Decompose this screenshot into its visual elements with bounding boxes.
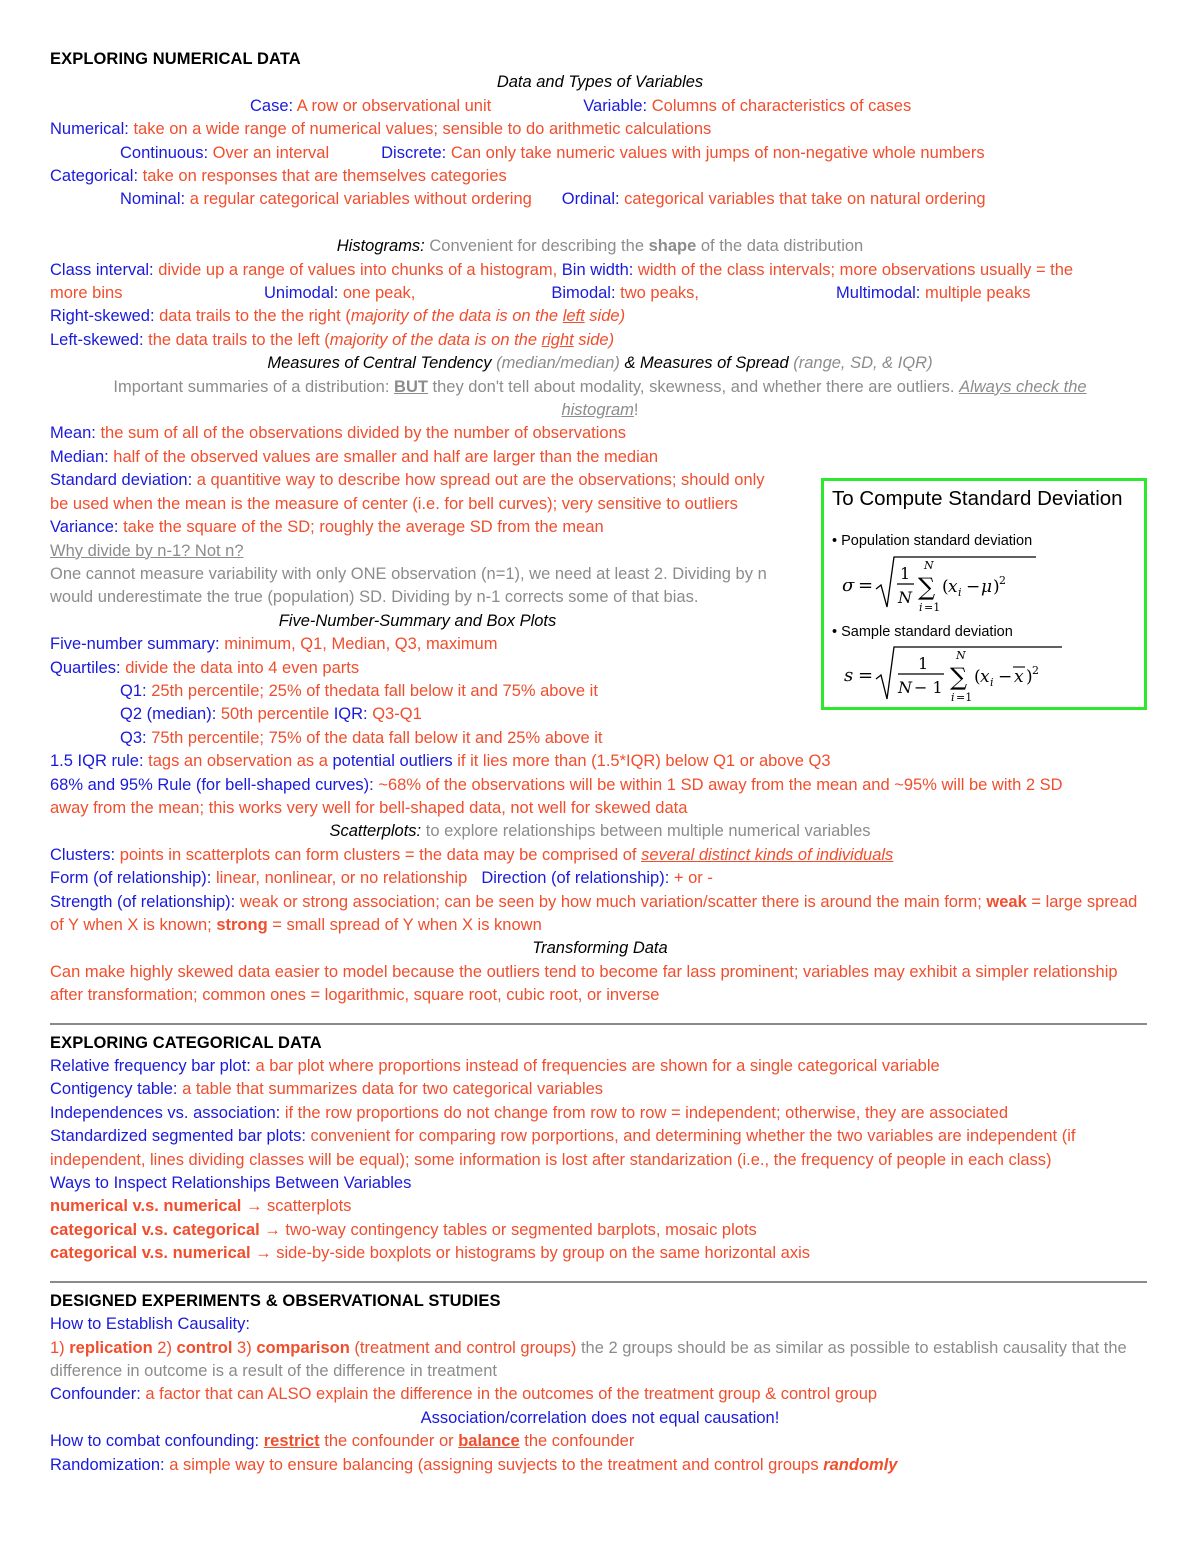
- strong: strong: [216, 916, 268, 935]
- rfbp-def: a bar plot where proportions instead of frequencies are shown for a single categorical variable: [250, 1057, 940, 1076]
- combat-end: the confounder: [519, 1432, 635, 1451]
- sd-formula-box: [821, 478, 1147, 710]
- left-skew-italic-b: side): [573, 330, 615, 349]
- left-skew-line: [50, 329, 1150, 352]
- clusters-term: Clusters:: [50, 845, 116, 864]
- spacer: [50, 212, 1150, 235]
- form-direction-line: [50, 867, 1150, 890]
- causality-heading: How to Establish Causality:: [50, 1315, 250, 1334]
- ssbp-def: convenient for comparing row porportions, and determining whether the two variables are independent (if independent, lines dividing classes will be equal); some information is lost after standarization (i.e., the frequency of people in each class): [50, 1127, 1076, 1169]
- nominal-term: Nominal:: [120, 190, 186, 209]
- strength-def: weak or strong association; can be seen by how much variation/scatter there is around the main form;: [235, 892, 987, 911]
- independence-line: [50, 1102, 1150, 1125]
- svg-text:i: i: [990, 676, 994, 689]
- histograms-shape: shape: [648, 237, 697, 256]
- svg-text:−: −: [966, 577, 981, 597]
- svg-text:x: x: [1014, 667, 1024, 687]
- right-skew-italic-a: majority of the data is on the: [350, 307, 563, 326]
- variance-def: take the square of the SD; roughly the average SD from the mean: [118, 518, 604, 537]
- mean-term: Mean:: [50, 424, 96, 443]
- class-interval-line: [50, 259, 1150, 282]
- balance: balance: [458, 1432, 520, 1451]
- restrict: restrict: [263, 1432, 320, 1451]
- randomization-line: [50, 1454, 1150, 1477]
- population-sd-label: • Population standard deviation: [832, 533, 1033, 549]
- mean-line: [50, 422, 1150, 445]
- causality-paragraph: [50, 1337, 1150, 1384]
- iqr-rule-line: [50, 750, 1150, 773]
- median-term: Median:: [50, 447, 109, 466]
- right-skew-italic-b: side): [584, 307, 626, 326]
- rule6895-def-a: ~68% of the observations will be within 1 SD away from the mean and ~95% will be with 2 SD: [373, 775, 1063, 794]
- sd-paragraph: [50, 469, 785, 539]
- categorical-line: [50, 165, 1150, 188]
- variable-term: Variable:: [583, 96, 648, 115]
- sd-term: Standard deviation:: [50, 471, 193, 490]
- nn-term: numerical v.s. numerical: [50, 1197, 242, 1216]
- document-page: [50, 48, 1150, 1477]
- svg-text:N: N: [924, 559, 934, 572]
- section-heading-categorical: EXPLORING CATEGORICAL DATA: [50, 1033, 322, 1052]
- svg-text:x: x: [948, 577, 958, 597]
- why-answer: One cannot measure variability with only ONE observation (n=1), we need at least 2. Dividing by n would underestimate the true (population) SD. Dividing by n-1 corrects some of that bias.: [50, 564, 767, 607]
- clusters-line: [50, 844, 1150, 867]
- indep-def: if the row proportions do not change from row to row = independent; otherwise, they are associated: [280, 1103, 1009, 1122]
- variance-term: Variance:: [50, 518, 119, 537]
- svg-text:−: −: [998, 667, 1013, 687]
- unimodal-term: Unimodal:: [264, 284, 339, 303]
- sample-sd-label: • Sample standard deviation: [832, 624, 1013, 640]
- right-skew-left: left: [562, 307, 585, 326]
- median-def: half of the observed values are smaller and half are larger than the median: [108, 447, 659, 466]
- histograms-line: [50, 235, 1150, 258]
- median-line: [50, 446, 1150, 469]
- iqr-def: Q3-Q1: [367, 705, 422, 724]
- important-but: BUT: [394, 377, 428, 396]
- q1-term: Q1:: [120, 681, 147, 700]
- rule15-term: 1.5 IQR rule:: [50, 752, 144, 771]
- confounder-term: Confounder:: [50, 1385, 141, 1404]
- categorical-term: Categorical:: [50, 167, 139, 186]
- q2-def: 50th percentile: [216, 705, 334, 724]
- clusters-emph: several distinct kinds of individuals: [641, 845, 894, 864]
- quartiles-term: Quartiles:: [50, 658, 121, 677]
- rule15-def-b: if it lies more than (1.5*IQR) below Q1 or above Q3: [452, 752, 831, 771]
- svg-text:1: 1: [900, 564, 911, 583]
- class-interval-term: Class interval:: [50, 260, 154, 279]
- why-divide: Why divide by n-1? Not n?: [50, 541, 244, 560]
- continuous-discrete-line: [50, 142, 1150, 165]
- subheading-types: Data and Types of Variables: [496, 73, 704, 92]
- quartiles-def: divide the data into 4 even parts: [120, 658, 360, 677]
- random-def: a simple way to ensure balancing (assigning suvjects to the treatment and control groups: [164, 1455, 824, 1474]
- spread-paren: (range, SD, & IQR): [788, 354, 933, 373]
- multimodal-term: Multimodal:: [836, 284, 921, 303]
- svg-text:∑: ∑: [950, 663, 968, 691]
- direction-def: + or -: [669, 869, 713, 888]
- random-term: Randomization:: [50, 1455, 165, 1474]
- continuous-term: Continuous:: [120, 143, 209, 162]
- more-bins: more bins: [50, 284, 123, 303]
- five-def: minimum, Q1, Median, Q3, maximum: [219, 635, 498, 654]
- five-term: Five-number summary:: [50, 635, 220, 654]
- comparison: comparison: [256, 1338, 350, 1357]
- combat-line: [50, 1430, 1150, 1453]
- sample-sd-formula: [838, 641, 1068, 709]
- central-paren: (median/median): [491, 354, 625, 373]
- scatter-desc: to explore relationships between multiple numerical variables: [421, 822, 871, 841]
- svg-text:): ): [1026, 667, 1033, 687]
- ssbp-paragraph: [50, 1125, 1150, 1172]
- q2-term: Q2 (median):: [120, 705, 217, 724]
- right-skew-def: data trails to the the right (: [154, 307, 351, 326]
- cn-term: categorical v.s. numerical: [50, 1244, 251, 1263]
- iqr-term: IQR:: [333, 705, 368, 724]
- cn-def: → side-by-side boxplots or histograms by group on the same horizontal axis: [250, 1244, 810, 1263]
- svg-text:N: N: [898, 678, 912, 697]
- indep-term: Independences vs. association:: [50, 1103, 281, 1122]
- num-2: 2): [152, 1338, 177, 1357]
- svg-text:i: i: [919, 601, 923, 614]
- continuous-def: Over an interval: [208, 143, 330, 162]
- svg-text:=1: =1: [924, 601, 941, 614]
- svg-text:N: N: [956, 649, 966, 662]
- important-histogram: histogram: [561, 401, 634, 420]
- clusters-def: points in scatterplots can form clusters = the data may be comprised of: [115, 845, 642, 864]
- svg-text:σ: σ: [842, 575, 855, 596]
- q1-def: 25th percentile; 25% of thedata fall below it and 75% above it: [146, 681, 598, 700]
- nn-line: [50, 1195, 1150, 1218]
- important-end: !: [633, 401, 639, 420]
- groups-note: (treatment and control groups): [349, 1338, 577, 1357]
- association-note: Association/correlation does not equal causation!: [420, 1408, 780, 1427]
- svg-text:i: i: [958, 586, 962, 599]
- five-number-title: Five-Number-Summary and Box Plots: [278, 611, 557, 630]
- svg-text:1: 1: [918, 654, 929, 673]
- svg-text:=: =: [858, 575, 874, 596]
- scatterplots-line: [50, 820, 1150, 843]
- unimodal-def: one peak,: [338, 284, 416, 303]
- nominal-ordinal-line: [50, 188, 1150, 211]
- bimodal-term: Bimodal:: [551, 284, 616, 303]
- central-title: Measures of Central Tendency: [267, 354, 492, 373]
- categorical-def: take on responses that are themselves categories: [138, 167, 507, 186]
- rule15-def-a: tags an observation as a: [143, 752, 333, 771]
- right-skew-line: [50, 305, 1150, 328]
- histograms-desc-b: of the data distribution: [696, 237, 864, 256]
- weak: weak: [986, 892, 1027, 911]
- nominal-def: a regular categorical variables without ordering: [185, 190, 532, 209]
- svg-text:=: =: [858, 665, 874, 686]
- spread-title: & Measures of Spread: [624, 354, 789, 373]
- section-heading-numerical: EXPLORING NUMERICAL DATA: [50, 50, 301, 68]
- sd-def: a quantitive way to describe how spread out are the observations; should only be used when the mean is the measure of center (i.e. for bell curves); very sensitive to outliers: [50, 471, 765, 513]
- numerical-term: Numerical:: [50, 120, 129, 139]
- cc-line: [50, 1219, 1150, 1242]
- rule6895-term: 68% and 95% Rule (for bell-shaped curves):: [50, 775, 374, 794]
- combat-term: How to combat confounding:: [50, 1432, 260, 1451]
- variable-def: Columns of characteristics of cases: [647, 96, 912, 115]
- svg-text:μ: μ: [981, 577, 993, 597]
- svg-text:2: 2: [999, 574, 1006, 587]
- numerical-def: take on a wide range of numerical values; sensible to do arithmetic calculations: [128, 120, 712, 139]
- svg-text:2: 2: [1032, 664, 1039, 677]
- ordinal-term: Ordinal:: [561, 190, 620, 209]
- svg-text:i: i: [951, 691, 955, 704]
- strength-term: Strength (of relationship):: [50, 892, 236, 911]
- svg-text:=1: =1: [956, 691, 973, 704]
- ssbp-term: Standardized segmented bar plots:: [50, 1127, 306, 1146]
- q3-term: Q3:: [120, 728, 147, 747]
- transform-title: Transforming Data: [532, 939, 668, 958]
- num-3: 3): [232, 1338, 257, 1357]
- svg-text:N: N: [898, 588, 912, 607]
- sd-box-title: To Compute Standard Deviation: [832, 487, 1123, 510]
- scatter-title: Scatterplots:: [329, 822, 422, 841]
- svg-text:(: (: [974, 667, 981, 687]
- class-interval-def: divide up a range of values into chunks of a histogram,: [153, 260, 562, 279]
- important-always: Always check the: [959, 377, 1087, 396]
- nn-def: → scatterplots: [241, 1197, 352, 1216]
- important-a: Important summaries of a distribution:: [113, 377, 395, 396]
- ordinal-def: categorical variables that take on natural ordering: [619, 190, 986, 209]
- left-skew-def: the data trails to the left (: [143, 330, 330, 349]
- rfbp-line: [50, 1055, 1150, 1078]
- section-divider: [50, 1023, 1147, 1025]
- weak-def: = large spread of Y when X is known;: [50, 892, 1138, 935]
- right-skew-term: Right-skewed:: [50, 307, 155, 326]
- svg-text:(: (: [942, 577, 949, 597]
- bin-width-def: width of the class intervals; more observations usually = the: [633, 260, 1074, 279]
- form-def: linear, nonlinear, or no relationship: [211, 869, 468, 888]
- discrete-def: Can only take numeric values with jumps of non-negative whole numbers: [446, 143, 985, 162]
- replication: replication: [69, 1338, 153, 1357]
- bimodal-def: two peaks,: [615, 284, 700, 303]
- section-heading-experiments: DESIGNED EXPERIMENTS & OBSERVATIONAL STUDIES: [50, 1291, 501, 1310]
- rule6895-line: [50, 774, 1150, 797]
- rule15-potential: potential outliers: [332, 752, 453, 771]
- bin-width-term: Bin width:: [561, 260, 634, 279]
- contingency-line: [50, 1078, 1150, 1101]
- control: control: [176, 1338, 233, 1357]
- svg-text:s: s: [844, 665, 854, 686]
- cc-term: categorical v.s. categorical: [50, 1220, 260, 1239]
- important-summaries: [50, 376, 1150, 423]
- contingency-def: a table that summarizes data for two categorical variables: [177, 1080, 604, 1099]
- left-skew-italic-a: majority of the data is on the: [329, 330, 542, 349]
- important-b: they don't tell about modality, skewness, and whether there are outliers.: [427, 377, 960, 396]
- q3-def: 75th percentile; 75% of the data fall below it and 25% above it: [146, 728, 603, 747]
- num-1: 1): [50, 1338, 70, 1357]
- combat-mid: the confounder or: [319, 1432, 459, 1451]
- svg-text:): ): [993, 577, 1000, 597]
- randomly: randomly: [823, 1455, 898, 1474]
- groups-rest: the 2 groups should be as similar as possible to establish causality that the difference in outcome is a result of the difference in treatment: [50, 1338, 1127, 1380]
- direction-term: Direction (of relationship):: [481, 869, 670, 888]
- rfbp-term: Relative frequency bar plot:: [50, 1057, 251, 1076]
- left-skew-right: right: [541, 330, 574, 349]
- form-term: Form (of relationship):: [50, 869, 212, 888]
- multimodal-def: multiple peaks: [920, 284, 1031, 303]
- svg-text:x: x: [980, 667, 990, 687]
- mean-def: the sum of all of the observations divided by the number of observations: [95, 424, 626, 443]
- modal-line: [50, 282, 1150, 305]
- ways-heading: Ways to Inspect Relationships Between Variables: [50, 1174, 412, 1193]
- case-def: A row or observational unit: [293, 96, 492, 115]
- svg-text:− 1: − 1: [914, 678, 943, 697]
- discrete-term: Discrete:: [381, 143, 447, 162]
- histograms-desc-a: Convenient for describing the: [424, 237, 649, 256]
- cc-def: → two-way contingency tables or segmented barplots, mosaic plots: [259, 1220, 757, 1239]
- left-skew-term: Left-skewed:: [50, 330, 144, 349]
- population-sd-formula: [838, 551, 1038, 617]
- q3-line: [50, 727, 1150, 750]
- case-term: Case:: [250, 96, 294, 115]
- svg-text:∑: ∑: [918, 573, 936, 601]
- section-divider: [50, 1281, 1147, 1283]
- transform-def: Can make highly skewed data easier to model because the outliers tend to become far lass prominent; variables may exhibit a simpler relationship after transformation; common ones = logarithmic, square root, cubic root, or inverse: [50, 962, 1118, 1005]
- cn-line: [50, 1242, 1150, 1265]
- confounder-def: a factor that can ALSO explain the difference in the outcomes of the treatment group & control group: [140, 1385, 878, 1404]
- strength-paragraph: [50, 891, 1150, 938]
- histograms-title: Histograms:: [336, 237, 425, 256]
- case-variable-line: [50, 95, 1150, 118]
- contingency-term: Contigency table:: [50, 1080, 178, 1099]
- strong-def: = small spread of Y when X is known: [267, 916, 542, 935]
- central-tendency-line: [50, 352, 1150, 375]
- numerical-line: [50, 118, 1150, 141]
- confounder-line: [50, 1383, 1150, 1406]
- rule6895-def-b: away from the mean; this works very well for bell-shaped data, not well for skewed data: [50, 798, 688, 817]
